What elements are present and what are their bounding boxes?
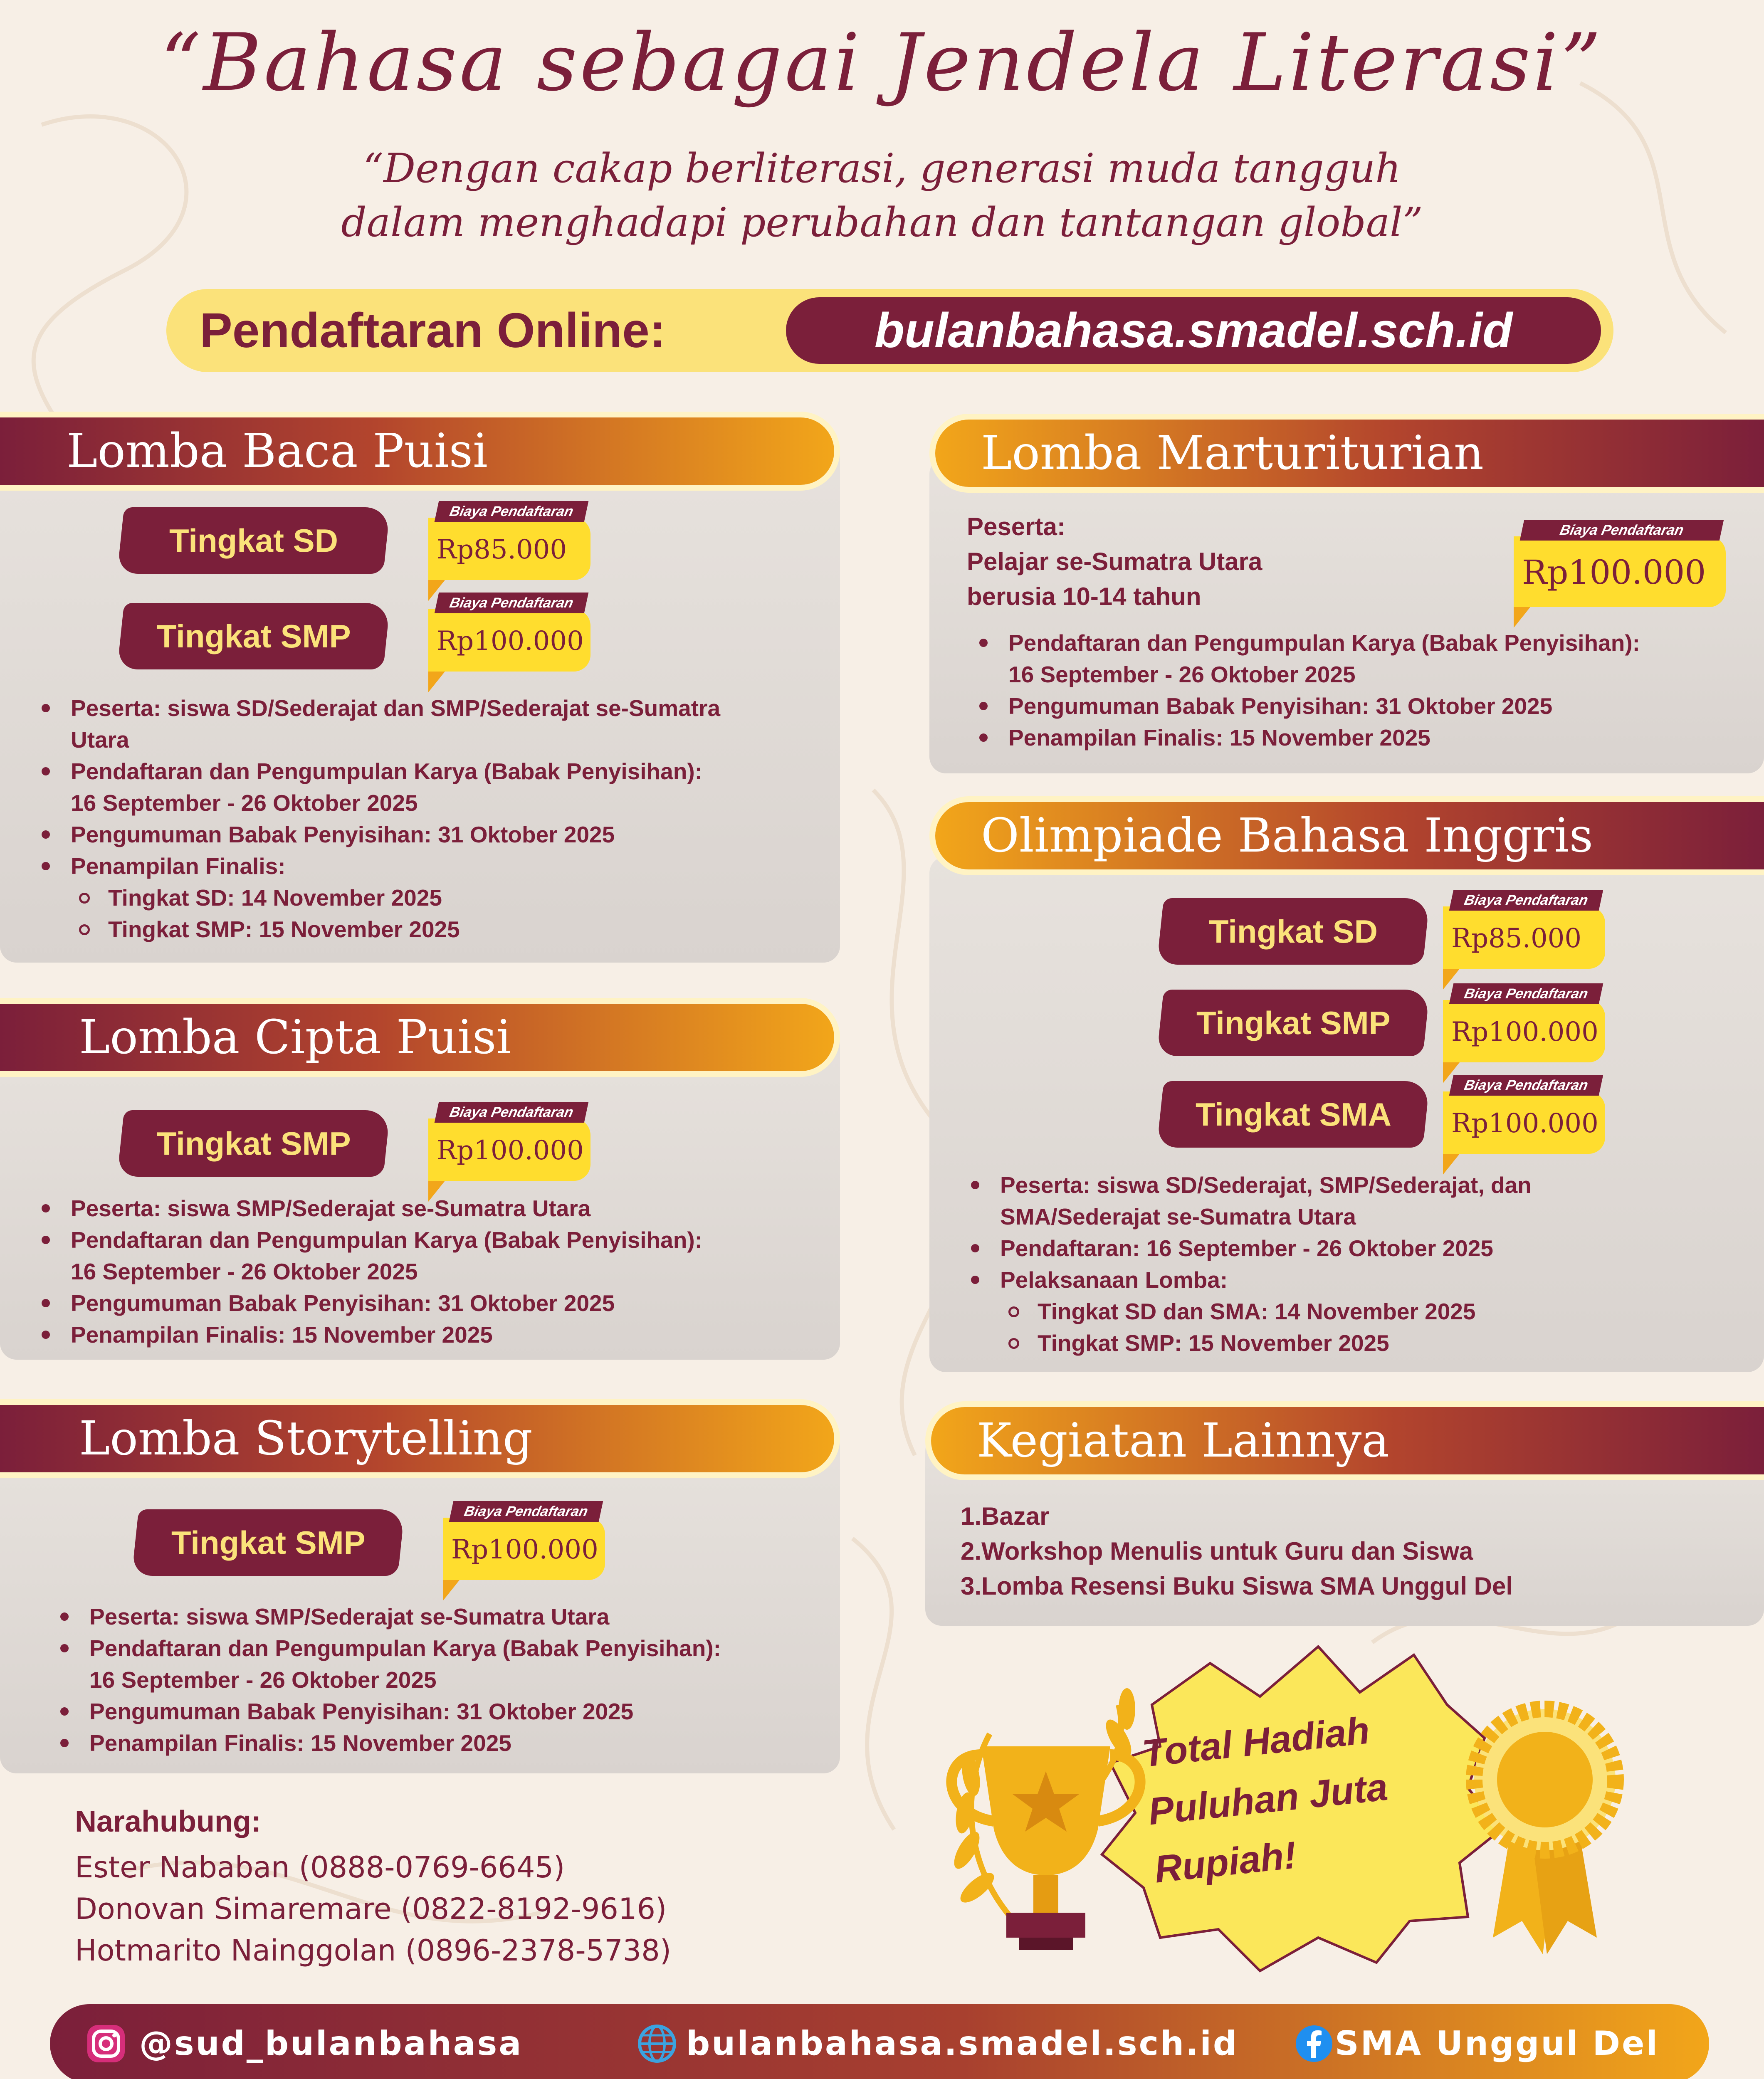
fee-value: Rp85.000 [437, 534, 567, 565]
sub-list-item: Tingkat SMP: 15 November 2025 [1000, 1327, 1753, 1359]
storytelling-level-smp: Tingkat SMP [132, 1509, 405, 1576]
tagline-line-2: dalam menghadapi perubahan dan tantangan global” [341, 199, 1423, 246]
olimpiade-banner [929, 796, 1764, 875]
list-item: Pendaftaran dan Pengumpulan Karya (Babak Penyisihan): 16 September - 26 Oktober 2025 [33, 756, 832, 819]
footer-bar [50, 2004, 1709, 2079]
marturiturian-banner [929, 414, 1764, 493]
olimpiade-details [963, 1169, 1753, 1359]
list-item: Pendaftaran: 16 September - 26 Oktober 2025 [963, 1232, 1753, 1264]
contact-person-2: Donovan Simaremare (0822-8192-9616) [75, 1892, 667, 1926]
list-item: Pelaksanaan Lomba: Tingkat SD dan SMA: 14 November 2025 Tingkat SMP: 15 November 2025 [963, 1264, 1753, 1359]
list-item: 1.Bazar [961, 1502, 1050, 1530]
storytelling-banner [0, 1399, 840, 1478]
baca-puisi-fee-smp [428, 595, 590, 672]
list-item: Penampilan Finalis: Tingkat SD: 14 November 2025 Tingkat SMP: 15 November 2025 [33, 850, 832, 945]
fee-label: Biaya Pendaftaran [449, 1501, 603, 1522]
main-title: “Bahasa sebagai Jendela Literasi” [160, 17, 1604, 109]
fee-label: Biaya Pendaftaran [1449, 1075, 1603, 1096]
prize-text: Total Hadiah Puluhan Juta Rupiah! [1140, 1709, 1390, 1891]
list-item: 2.Workshop Menulis untuk Guru dan Siswa [961, 1537, 1473, 1565]
list-item: Pendaftaran dan Pengumpulan Karya (Babak Penyisihan): 16 September - 26 Oktober 2025 [52, 1632, 834, 1696]
baca-puisi-fee-sd [428, 504, 590, 580]
instagram-handle[interactable]: @sud_bulanbahasa [139, 2024, 523, 2063]
contact-person-1: Ester Nababan (0888-0769-6645) [75, 1850, 565, 1884]
registration-label: Pendaftaran Online: [200, 303, 666, 358]
baca-puisi-banner [0, 412, 840, 491]
list-item: Pengumuman Babak Penyisihan: 31 Oktober 2025 [33, 1287, 832, 1319]
marturiturian-fee [1514, 522, 1726, 607]
lainnya-list [961, 1499, 1751, 1604]
facebook-page-link[interactable]: SMA Unggul Del [1335, 2024, 1659, 2063]
globe-icon [636, 2023, 678, 2064]
list-item: Pengumuman Babak Penyisihan: 31 Oktober 2025 [33, 819, 832, 850]
fee-value: Rp100.000 [437, 1135, 584, 1166]
registration-bar [166, 289, 1613, 372]
fee-label: Biaya Pendaftaran [435, 593, 589, 613]
marturiturian-participants: Peserta: Pelajar se-Sumatra Utara berusia 10-14 tahun [967, 513, 1262, 610]
website-link[interactable]: bulanbahasa.smadel.sch.id [686, 2024, 1239, 2063]
fee-value: Rp100.000 [437, 626, 584, 657]
list-item: Pengumuman Babak Penyisihan: 31 Oktober 2025 [52, 1696, 834, 1727]
olimpiade-fee-smp [1443, 986, 1605, 1062]
sub-list-item: Tingkat SMP: 15 November 2025 [71, 914, 832, 945]
cipta-puisi-title: Lomba Cipta Puisi [79, 1010, 511, 1064]
registration-url-link[interactable]: bulanbahasa.smadel.sch.id [786, 297, 1601, 364]
list-item: Peserta: siswa SD/Sederajat, SMP/Sederajat, dan SMA/Sederajat se-Sumatra Utara [963, 1169, 1753, 1232]
fee-value: Rp85.000 [1451, 923, 1582, 954]
storytelling-fee-smp [443, 1504, 605, 1580]
list-item: Pendaftaran dan Pengumpulan Karya (Babak Penyisihan): 16 September - 26 Oktober 2025 [971, 627, 1757, 690]
list-item: Penampilan Finalis: 15 November 2025 [33, 1319, 832, 1351]
cipta-puisi-level-smp: Tingkat SMP [117, 1110, 390, 1177]
list-item: Peserta: siswa SMP/Sederajat se-Sumatra Utara [52, 1601, 834, 1632]
storytelling-title: Lomba Storytelling [79, 1412, 533, 1466]
list-item: Pendaftaran dan Pengumpulan Karya (Babak Penyisihan): 16 September - 26 Oktober 2025 [33, 1224, 832, 1287]
fee-value: Rp100.000 [1451, 1017, 1598, 1047]
tagline-line-1: “Dengan cakap berliterasi, generasi muda tangguh [363, 145, 1401, 192]
olimpiade-level-sd: Tingkat SD [1157, 898, 1430, 965]
facebook-icon [1295, 2025, 1333, 2062]
baca-puisi-level-smp: Tingkat SMP [117, 603, 390, 669]
marturiturian-details [971, 627, 1757, 753]
fee-label: Biaya Pendaftaran [1449, 983, 1603, 1004]
list-item: Pengumuman Babak Penyisihan: 31 Oktober 2025 [971, 690, 1757, 722]
fee-label: Biaya Pendaftaran [435, 1102, 589, 1123]
cipta-puisi-details [33, 1193, 832, 1351]
fee-label: Biaya Pendaftaran [435, 501, 589, 522]
list-item: Peserta: siswa SMP/Sederajat se-Sumatra Utara [33, 1193, 832, 1224]
olimpiade-level-smp: Tingkat SMP [1157, 990, 1430, 1056]
sub-list-item: Tingkat SD: 14 November 2025 [71, 882, 832, 914]
instagram-icon [85, 2023, 127, 2064]
list-item: Penampilan Finalis: 15 November 2025 [52, 1727, 834, 1759]
storytelling-details [52, 1601, 834, 1759]
fee-label: Biaya Pendaftaran [1520, 520, 1724, 541]
lainnya-title: Kegiatan Lainnya [977, 1414, 1390, 1468]
baca-puisi-level-sd: Tingkat SD [117, 507, 390, 574]
olimpiade-fee-sd [1443, 892, 1605, 969]
medal-icon [1474, 1709, 1616, 1954]
olimpiade-level-sma: Tingkat SMA [1157, 1081, 1430, 1148]
marturiturian-title: Lomba Marturiturian [981, 426, 1484, 480]
contact-heading: Narahubung: [75, 1805, 261, 1838]
list-item: Penampilan Finalis: 15 November 2025 [971, 722, 1757, 753]
cipta-puisi-fee-smp [428, 1104, 590, 1181]
olimpiade-fee-sma [1443, 1077, 1605, 1154]
olimpiade-title: Olimpiade Bahasa Inggris [981, 809, 1593, 863]
baca-puisi-details [33, 692, 832, 945]
list-item: 3.Lomba Resensi Buku Siswa SMA Unggul Del [961, 1572, 1513, 1600]
sub-list-item: Tingkat SD dan SMA: 14 November 2025 [1000, 1296, 1753, 1327]
fee-value: Rp100.000 [1451, 1108, 1598, 1139]
baca-puisi-title: Lomba Baca Puisi [67, 424, 488, 478]
list-item: Peserta: siswa SD/Sederajat dan SMP/Sederajat se-Sumatra Utara [33, 692, 832, 756]
contact-person-3: Hotmarito Nainggolan (0896-2378-5738) [75, 1933, 672, 1968]
fee-value: Rp100.000 [1522, 553, 1706, 592]
lainnya-banner [925, 1401, 1764, 1480]
tagline [0, 141, 1764, 249]
fee-label: Biaya Pendaftaran [1449, 890, 1603, 911]
cipta-puisi-banner [0, 998, 840, 1077]
fee-value: Rp100.000 [451, 1534, 598, 1565]
